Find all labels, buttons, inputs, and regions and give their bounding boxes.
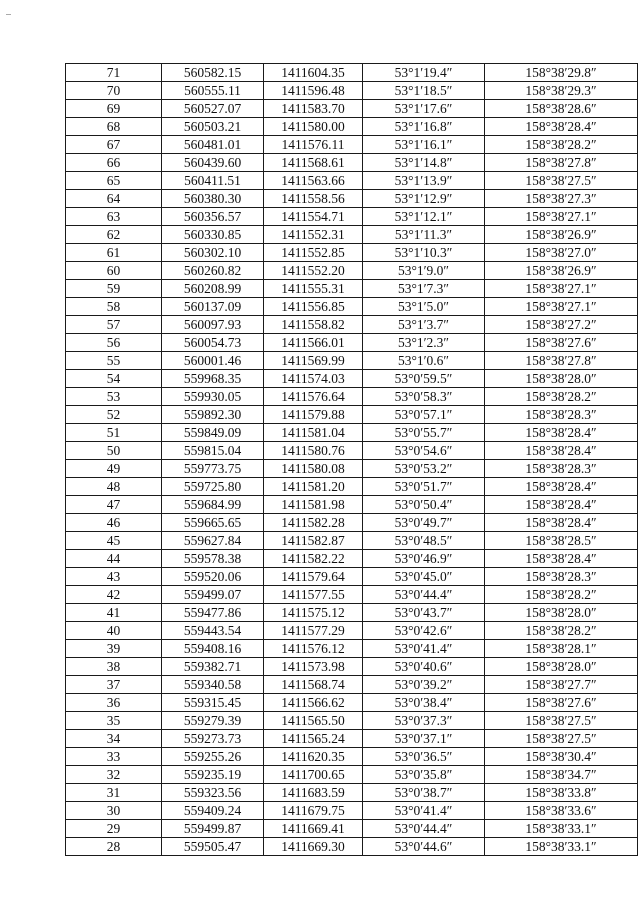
longitude-cell: 158°38′27.1″ bbox=[485, 280, 638, 298]
point-number-cell: 51 bbox=[66, 424, 162, 442]
point-number-cell: 70 bbox=[66, 82, 162, 100]
table-row bbox=[66, 316, 638, 334]
y-coordinate-cell: 1411700.65 bbox=[264, 766, 363, 784]
y-coordinate-cell: 1411569.99 bbox=[264, 352, 363, 370]
longitude-cell: 158°38′27.5″ bbox=[485, 172, 638, 190]
longitude-cell: 158°38′27.1″ bbox=[485, 298, 638, 316]
latitude-cell: 53°1′19.4″ bbox=[363, 64, 485, 82]
point-number-cell: 62 bbox=[66, 226, 162, 244]
table-row bbox=[66, 532, 638, 550]
x-coordinate-cell: 560439.60 bbox=[162, 154, 264, 172]
y-coordinate-cell: 1411679.75 bbox=[264, 802, 363, 820]
longitude-cell: 158°38′28.3″ bbox=[485, 460, 638, 478]
table-row bbox=[66, 82, 638, 100]
table-row bbox=[66, 550, 638, 568]
latitude-cell: 53°0′48.5″ bbox=[363, 532, 485, 550]
latitude-cell: 53°0′46.9″ bbox=[363, 550, 485, 568]
table-row bbox=[66, 658, 638, 676]
longitude-cell: 158°38′29.8″ bbox=[485, 64, 638, 82]
x-coordinate-cell: 560411.51 bbox=[162, 172, 264, 190]
point-number-cell: 49 bbox=[66, 460, 162, 478]
longitude-cell: 158°38′28.3″ bbox=[485, 406, 638, 424]
latitude-cell: 53°0′44.4″ bbox=[363, 586, 485, 604]
x-coordinate-cell: 560582.15 bbox=[162, 64, 264, 82]
y-coordinate-cell: 1411576.12 bbox=[264, 640, 363, 658]
x-coordinate-cell: 560137.09 bbox=[162, 298, 264, 316]
table-row bbox=[66, 172, 638, 190]
longitude-cell: 158°38′33.6″ bbox=[485, 802, 638, 820]
latitude-cell: 53°1′18.5″ bbox=[363, 82, 485, 100]
x-coordinate-cell: 560330.85 bbox=[162, 226, 264, 244]
latitude-cell: 53°0′57.1″ bbox=[363, 406, 485, 424]
table-row bbox=[66, 136, 638, 154]
latitude-cell: 53°1′10.3″ bbox=[363, 244, 485, 262]
point-number-cell: 60 bbox=[66, 262, 162, 280]
y-coordinate-cell: 1411568.74 bbox=[264, 676, 363, 694]
x-coordinate-cell: 559849.09 bbox=[162, 424, 264, 442]
x-coordinate-cell: 559684.99 bbox=[162, 496, 264, 514]
x-coordinate-cell: 560001.46 bbox=[162, 352, 264, 370]
latitude-cell: 53°1′7.3″ bbox=[363, 280, 485, 298]
table-row bbox=[66, 838, 638, 856]
longitude-cell: 158°38′28.4″ bbox=[485, 442, 638, 460]
longitude-cell: 158°38′28.2″ bbox=[485, 622, 638, 640]
point-number-cell: 35 bbox=[66, 712, 162, 730]
x-coordinate-cell: 559477.86 bbox=[162, 604, 264, 622]
y-coordinate-cell: 1411558.82 bbox=[264, 316, 363, 334]
latitude-cell: 53°0′49.7″ bbox=[363, 514, 485, 532]
latitude-cell: 53°0′55.7″ bbox=[363, 424, 485, 442]
y-coordinate-cell: 1411556.85 bbox=[264, 298, 363, 316]
point-number-cell: 39 bbox=[66, 640, 162, 658]
latitude-cell: 53°1′9.0″ bbox=[363, 262, 485, 280]
x-coordinate-cell: 559499.87 bbox=[162, 820, 264, 838]
latitude-cell: 53°1′12.1″ bbox=[363, 208, 485, 226]
point-number-cell: 50 bbox=[66, 442, 162, 460]
point-number-cell: 32 bbox=[66, 766, 162, 784]
x-coordinate-cell: 560527.07 bbox=[162, 100, 264, 118]
point-number-cell: 65 bbox=[66, 172, 162, 190]
latitude-cell: 53°1′16.8″ bbox=[363, 118, 485, 136]
point-number-cell: 43 bbox=[66, 568, 162, 586]
point-number-cell: 53 bbox=[66, 388, 162, 406]
point-number-cell: 41 bbox=[66, 604, 162, 622]
y-coordinate-cell: 1411581.98 bbox=[264, 496, 363, 514]
scan-edge-mark bbox=[6, 14, 11, 15]
longitude-cell: 158°38′26.9″ bbox=[485, 226, 638, 244]
x-coordinate-cell: 559773.75 bbox=[162, 460, 264, 478]
latitude-cell: 53°0′45.0″ bbox=[363, 568, 485, 586]
table-row bbox=[66, 298, 638, 316]
latitude-cell: 53°0′41.4″ bbox=[363, 640, 485, 658]
latitude-cell: 53°0′51.7″ bbox=[363, 478, 485, 496]
x-coordinate-cell: 560356.57 bbox=[162, 208, 264, 226]
longitude-cell: 158°38′28.2″ bbox=[485, 136, 638, 154]
x-coordinate-cell: 560097.93 bbox=[162, 316, 264, 334]
y-coordinate-cell: 1411579.88 bbox=[264, 406, 363, 424]
x-coordinate-cell: 559499.07 bbox=[162, 586, 264, 604]
longitude-cell: 158°38′27.8″ bbox=[485, 352, 638, 370]
point-number-cell: 63 bbox=[66, 208, 162, 226]
table-row bbox=[66, 100, 638, 118]
point-number-cell: 69 bbox=[66, 100, 162, 118]
x-coordinate-cell: 560208.99 bbox=[162, 280, 264, 298]
point-number-cell: 44 bbox=[66, 550, 162, 568]
x-coordinate-cell: 559315.45 bbox=[162, 694, 264, 712]
x-coordinate-cell: 559323.56 bbox=[162, 784, 264, 802]
x-coordinate-cell: 559382.71 bbox=[162, 658, 264, 676]
longitude-cell: 158°38′28.3″ bbox=[485, 568, 638, 586]
table-row bbox=[66, 748, 638, 766]
y-coordinate-cell: 1411581.04 bbox=[264, 424, 363, 442]
table-row bbox=[66, 766, 638, 784]
coordinates-table bbox=[65, 63, 638, 856]
longitude-cell: 158°38′27.3″ bbox=[485, 190, 638, 208]
y-coordinate-cell: 1411565.50 bbox=[264, 712, 363, 730]
table-row bbox=[66, 352, 638, 370]
longitude-cell: 158°38′33.1″ bbox=[485, 820, 638, 838]
latitude-cell: 53°1′0.6″ bbox=[363, 352, 485, 370]
longitude-cell: 158°38′29.3″ bbox=[485, 82, 638, 100]
coordinates-table-container bbox=[65, 63, 638, 856]
x-coordinate-cell: 559409.24 bbox=[162, 802, 264, 820]
latitude-cell: 53°0′35.8″ bbox=[363, 766, 485, 784]
y-coordinate-cell: 1411552.31 bbox=[264, 226, 363, 244]
x-coordinate-cell: 559340.58 bbox=[162, 676, 264, 694]
table-row bbox=[66, 406, 638, 424]
table-row bbox=[66, 154, 638, 172]
point-number-cell: 48 bbox=[66, 478, 162, 496]
y-coordinate-cell: 1411558.56 bbox=[264, 190, 363, 208]
point-number-cell: 58 bbox=[66, 298, 162, 316]
point-number-cell: 66 bbox=[66, 154, 162, 172]
y-coordinate-cell: 1411577.29 bbox=[264, 622, 363, 640]
longitude-cell: 158°38′28.0″ bbox=[485, 604, 638, 622]
y-coordinate-cell: 1411566.01 bbox=[264, 334, 363, 352]
latitude-cell: 53°0′40.6″ bbox=[363, 658, 485, 676]
point-number-cell: 36 bbox=[66, 694, 162, 712]
longitude-cell: 158°38′28.4″ bbox=[485, 496, 638, 514]
latitude-cell: 53°1′14.8″ bbox=[363, 154, 485, 172]
latitude-cell: 53°0′42.6″ bbox=[363, 622, 485, 640]
y-coordinate-cell: 1411565.24 bbox=[264, 730, 363, 748]
longitude-cell: 158°38′27.6″ bbox=[485, 334, 638, 352]
latitude-cell: 53°0′43.7″ bbox=[363, 604, 485, 622]
y-coordinate-cell: 1411563.66 bbox=[264, 172, 363, 190]
point-number-cell: 52 bbox=[66, 406, 162, 424]
point-number-cell: 55 bbox=[66, 352, 162, 370]
longitude-cell: 158°38′28.5″ bbox=[485, 532, 638, 550]
point-number-cell: 45 bbox=[66, 532, 162, 550]
table-row bbox=[66, 514, 638, 532]
y-coordinate-cell: 1411577.55 bbox=[264, 586, 363, 604]
longitude-cell: 158°38′33.1″ bbox=[485, 838, 638, 856]
y-coordinate-cell: 1411573.98 bbox=[264, 658, 363, 676]
x-coordinate-cell: 559235.19 bbox=[162, 766, 264, 784]
point-number-cell: 61 bbox=[66, 244, 162, 262]
y-coordinate-cell: 1411576.64 bbox=[264, 388, 363, 406]
point-number-cell: 64 bbox=[66, 190, 162, 208]
point-number-cell: 31 bbox=[66, 784, 162, 802]
table-row bbox=[66, 478, 638, 496]
y-coordinate-cell: 1411580.08 bbox=[264, 460, 363, 478]
latitude-cell: 53°0′41.4″ bbox=[363, 802, 485, 820]
latitude-cell: 53°1′12.9″ bbox=[363, 190, 485, 208]
x-coordinate-cell: 559255.26 bbox=[162, 748, 264, 766]
latitude-cell: 53°1′2.3″ bbox=[363, 334, 485, 352]
y-coordinate-cell: 1411568.61 bbox=[264, 154, 363, 172]
x-coordinate-cell: 559968.35 bbox=[162, 370, 264, 388]
longitude-cell: 158°38′28.1″ bbox=[485, 640, 638, 658]
longitude-cell: 158°38′28.4″ bbox=[485, 478, 638, 496]
point-number-cell: 38 bbox=[66, 658, 162, 676]
longitude-cell: 158°38′27.6″ bbox=[485, 694, 638, 712]
longitude-cell: 158°38′27.5″ bbox=[485, 730, 638, 748]
x-coordinate-cell: 559815.04 bbox=[162, 442, 264, 460]
longitude-cell: 158°38′30.4″ bbox=[485, 748, 638, 766]
latitude-cell: 53°0′38.4″ bbox=[363, 694, 485, 712]
point-number-cell: 47 bbox=[66, 496, 162, 514]
longitude-cell: 158°38′28.2″ bbox=[485, 388, 638, 406]
x-coordinate-cell: 560260.82 bbox=[162, 262, 264, 280]
point-number-cell: 40 bbox=[66, 622, 162, 640]
table-row bbox=[66, 190, 638, 208]
table-row bbox=[66, 442, 638, 460]
table-row bbox=[66, 604, 638, 622]
latitude-cell: 53°0′50.4″ bbox=[363, 496, 485, 514]
table-row bbox=[66, 424, 638, 442]
point-number-cell: 42 bbox=[66, 586, 162, 604]
latitude-cell: 53°0′59.5″ bbox=[363, 370, 485, 388]
y-coordinate-cell: 1411555.31 bbox=[264, 280, 363, 298]
latitude-cell: 53°1′16.1″ bbox=[363, 136, 485, 154]
longitude-cell: 158°38′27.2″ bbox=[485, 316, 638, 334]
x-coordinate-cell: 559725.80 bbox=[162, 478, 264, 496]
y-coordinate-cell: 1411582.22 bbox=[264, 550, 363, 568]
table-row bbox=[66, 712, 638, 730]
point-number-cell: 28 bbox=[66, 838, 162, 856]
longitude-cell: 158°38′26.9″ bbox=[485, 262, 638, 280]
latitude-cell: 53°0′38.7″ bbox=[363, 784, 485, 802]
coordinates-table-body bbox=[66, 64, 638, 856]
table-row bbox=[66, 568, 638, 586]
point-number-cell: 71 bbox=[66, 64, 162, 82]
y-coordinate-cell: 1411580.00 bbox=[264, 118, 363, 136]
latitude-cell: 53°0′37.3″ bbox=[363, 712, 485, 730]
y-coordinate-cell: 1411582.28 bbox=[264, 514, 363, 532]
x-coordinate-cell: 560054.73 bbox=[162, 334, 264, 352]
y-coordinate-cell: 1411576.11 bbox=[264, 136, 363, 154]
table-row bbox=[66, 388, 638, 406]
x-coordinate-cell: 559443.54 bbox=[162, 622, 264, 640]
table-row bbox=[66, 676, 638, 694]
latitude-cell: 53°1′17.6″ bbox=[363, 100, 485, 118]
point-number-cell: 68 bbox=[66, 118, 162, 136]
table-row bbox=[66, 64, 638, 82]
y-coordinate-cell: 1411582.87 bbox=[264, 532, 363, 550]
x-coordinate-cell: 559279.39 bbox=[162, 712, 264, 730]
longitude-cell: 158°38′27.5″ bbox=[485, 712, 638, 730]
table-row bbox=[66, 460, 638, 478]
x-coordinate-cell: 560555.11 bbox=[162, 82, 264, 100]
y-coordinate-cell: 1411552.20 bbox=[264, 262, 363, 280]
x-coordinate-cell: 560481.01 bbox=[162, 136, 264, 154]
x-coordinate-cell: 560503.21 bbox=[162, 118, 264, 136]
table-row bbox=[66, 802, 638, 820]
y-coordinate-cell: 1411581.20 bbox=[264, 478, 363, 496]
x-coordinate-cell: 559520.06 bbox=[162, 568, 264, 586]
longitude-cell: 158°38′28.0″ bbox=[485, 658, 638, 676]
x-coordinate-cell: 559408.16 bbox=[162, 640, 264, 658]
point-number-cell: 59 bbox=[66, 280, 162, 298]
x-coordinate-cell: 559273.73 bbox=[162, 730, 264, 748]
point-number-cell: 37 bbox=[66, 676, 162, 694]
y-coordinate-cell: 1411604.35 bbox=[264, 64, 363, 82]
longitude-cell: 158°38′27.1″ bbox=[485, 208, 638, 226]
point-number-cell: 54 bbox=[66, 370, 162, 388]
x-coordinate-cell: 559930.05 bbox=[162, 388, 264, 406]
longitude-cell: 158°38′33.8″ bbox=[485, 784, 638, 802]
x-coordinate-cell: 559505.47 bbox=[162, 838, 264, 856]
latitude-cell: 53°0′54.6″ bbox=[363, 442, 485, 460]
longitude-cell: 158°38′27.7″ bbox=[485, 676, 638, 694]
table-row bbox=[66, 640, 638, 658]
y-coordinate-cell: 1411583.70 bbox=[264, 100, 363, 118]
point-number-cell: 33 bbox=[66, 748, 162, 766]
point-number-cell: 57 bbox=[66, 316, 162, 334]
table-row bbox=[66, 208, 638, 226]
table-row bbox=[66, 730, 638, 748]
y-coordinate-cell: 1411580.76 bbox=[264, 442, 363, 460]
point-number-cell: 56 bbox=[66, 334, 162, 352]
longitude-cell: 158°38′27.8″ bbox=[485, 154, 638, 172]
table-row bbox=[66, 280, 638, 298]
longitude-cell: 158°38′27.0″ bbox=[485, 244, 638, 262]
latitude-cell: 53°0′39.2″ bbox=[363, 676, 485, 694]
latitude-cell: 53°0′44.6″ bbox=[363, 838, 485, 856]
longitude-cell: 158°38′28.6″ bbox=[485, 100, 638, 118]
y-coordinate-cell: 1411683.59 bbox=[264, 784, 363, 802]
x-coordinate-cell: 559578.38 bbox=[162, 550, 264, 568]
x-coordinate-cell: 560380.30 bbox=[162, 190, 264, 208]
x-coordinate-cell: 560302.10 bbox=[162, 244, 264, 262]
latitude-cell: 53°0′37.1″ bbox=[363, 730, 485, 748]
table-row bbox=[66, 370, 638, 388]
table-row bbox=[66, 496, 638, 514]
y-coordinate-cell: 1411620.35 bbox=[264, 748, 363, 766]
point-number-cell: 30 bbox=[66, 802, 162, 820]
point-number-cell: 46 bbox=[66, 514, 162, 532]
y-coordinate-cell: 1411554.71 bbox=[264, 208, 363, 226]
y-coordinate-cell: 1411596.48 bbox=[264, 82, 363, 100]
latitude-cell: 53°1′5.0″ bbox=[363, 298, 485, 316]
x-coordinate-cell: 559665.65 bbox=[162, 514, 264, 532]
latitude-cell: 53°0′36.5″ bbox=[363, 748, 485, 766]
table-row bbox=[66, 226, 638, 244]
latitude-cell: 53°1′11.3″ bbox=[363, 226, 485, 244]
longitude-cell: 158°38′34.7″ bbox=[485, 766, 638, 784]
y-coordinate-cell: 1411579.64 bbox=[264, 568, 363, 586]
y-coordinate-cell: 1411574.03 bbox=[264, 370, 363, 388]
point-number-cell: 34 bbox=[66, 730, 162, 748]
y-coordinate-cell: 1411566.62 bbox=[264, 694, 363, 712]
point-number-cell: 67 bbox=[66, 136, 162, 154]
longitude-cell: 158°38′28.2″ bbox=[485, 586, 638, 604]
longitude-cell: 158°38′28.4″ bbox=[485, 550, 638, 568]
table-row bbox=[66, 694, 638, 712]
table-row bbox=[66, 262, 638, 280]
longitude-cell: 158°38′28.4″ bbox=[485, 424, 638, 442]
y-coordinate-cell: 1411669.41 bbox=[264, 820, 363, 838]
table-row bbox=[66, 586, 638, 604]
y-coordinate-cell: 1411575.12 bbox=[264, 604, 363, 622]
table-row bbox=[66, 334, 638, 352]
latitude-cell: 53°0′53.2″ bbox=[363, 460, 485, 478]
latitude-cell: 53°0′58.3″ bbox=[363, 388, 485, 406]
longitude-cell: 158°38′28.0″ bbox=[485, 370, 638, 388]
y-coordinate-cell: 1411669.30 bbox=[264, 838, 363, 856]
table-row bbox=[66, 784, 638, 802]
y-coordinate-cell: 1411552.85 bbox=[264, 244, 363, 262]
longitude-cell: 158°38′28.4″ bbox=[485, 514, 638, 532]
table-row bbox=[66, 820, 638, 838]
x-coordinate-cell: 559627.84 bbox=[162, 532, 264, 550]
latitude-cell: 53°1′3.7″ bbox=[363, 316, 485, 334]
point-number-cell: 29 bbox=[66, 820, 162, 838]
longitude-cell: 158°38′28.4″ bbox=[485, 118, 638, 136]
table-row bbox=[66, 118, 638, 136]
table-row bbox=[66, 622, 638, 640]
latitude-cell: 53°0′44.4″ bbox=[363, 820, 485, 838]
table-row bbox=[66, 244, 638, 262]
x-coordinate-cell: 559892.30 bbox=[162, 406, 264, 424]
latitude-cell: 53°1′13.9″ bbox=[363, 172, 485, 190]
